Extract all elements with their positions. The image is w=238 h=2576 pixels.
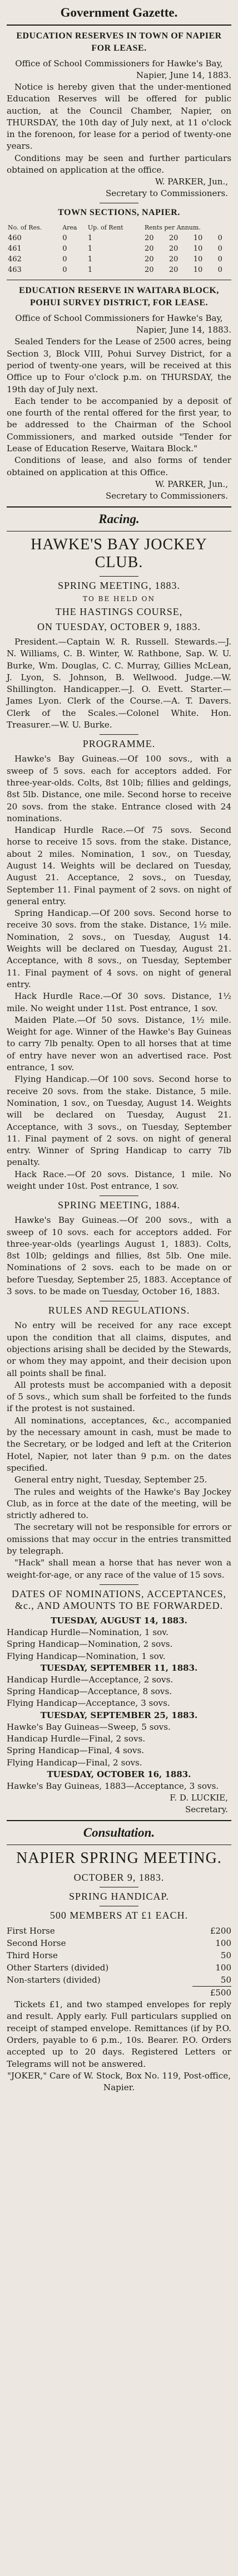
- dates-title: DATES OF NOMINATIONS, ACCEPTANCES, &c., AND AMOUNTS TO BE FORWARDED.: [11, 1588, 227, 1611]
- table-header: Up. of Rent: [87, 224, 123, 232]
- date-line: Handicap Hurdle—Nomination, 1 sov.: [7, 1627, 168, 1637]
- prize-total: £500: [192, 1987, 231, 1999]
- table-cell: 10: [193, 234, 203, 243]
- date-line: Flying Handicap—Acceptance, 3 sovs.: [7, 1698, 170, 1709]
- table-row: [7, 1974, 231, 1987]
- rule-entry: "Hack" shall mean a horse that has never won a weight-for-age, or any race of the value of 15 sovs.: [7, 1558, 231, 1580]
- race-entry: Spring Handicap.—Of 200 sovs. Second horse to receive 30 sovs. from the stake. Distance, 1½ mile. Nomination, 2 sovs., on Tuesday, August 14. Weights will be declared on Tuesday, August 21. Acceptance, with 8 sovs., on Tuesday, September 11. Final payment of 4 sovs. on night of general entry.: [7, 908, 231, 989]
- meeting-1884-title: SPRING MEETING, 1884.: [57, 1199, 180, 1211]
- programme-title: PROGRAMME.: [82, 738, 156, 750]
- table-cell: 20: [168, 245, 178, 253]
- divider: [7, 1820, 231, 1821]
- divider: [7, 25, 231, 26]
- table-cell: 20: [144, 245, 154, 253]
- gazette-section: [7, 6, 231, 502]
- racing-signer: F. D. LUCKIE,: [170, 1793, 228, 1803]
- prize-amount: 100: [215, 1938, 231, 1949]
- table-cell: 20: [144, 234, 154, 243]
- race-entry: Flying Handicap.—Of 100 sovs. Second horse to receive 20 sovs. from the stake. Distance, 5 mile. Nomination, 1 sov., on Tuesday, August 14. Weights will be declared on Tuesday, August 21. Acceptance, with 3 sovs., on Tuesday, September 11. Final payment of 2 sovs. on night of general entry. Winner of Spring Handicap to carry 7lb penalty.: [7, 1074, 231, 1168]
- table-row: [7, 1937, 231, 1949]
- table-header: No. of Res.: [8, 224, 42, 232]
- date-line: Spring Handicap—Nomination, 2 sovs.: [7, 1639, 173, 1650]
- race-entry: Maiden Plate.—Of 50 sovs. Distance, 1½ mile. Weight for age. Winner of the Hawke's Bay Guineas to carry 7lb penalty. Open to all horses that at time of entry have never won an advertised race. Post entrance, 1 sov.: [7, 1014, 231, 1073]
- address-text: "JOKER," Care of W. Stock, Box No. 119, Post-office, Napier.: [7, 2070, 231, 2093]
- racing-signer-title: Secretary.: [185, 1804, 228, 1815]
- prize-amount: 50: [220, 1975, 231, 1985]
- table-row: [7, 1962, 231, 1974]
- table-cell: 1: [87, 245, 93, 253]
- racing-title: Racing.: [98, 511, 140, 526]
- rule-entry: No entry will be received for any race except upon the condition that all claims, disputes, and objections arising shall be decided by the Stewards, or whom they may appoint, and their decision upon all points shall be final.: [7, 1320, 231, 1378]
- date-line: Spring Handicap—Acceptance, 8 sovs.: [7, 1686, 172, 1697]
- table-row: [7, 1949, 231, 1962]
- table-header: Area: [62, 224, 77, 232]
- table-cell: 20: [144, 255, 154, 264]
- office-line: Office of School Commissioners for Hawke's Bay,: [15, 58, 223, 69]
- waitara-signer-title: Secretary to Commissioners.: [106, 490, 228, 501]
- table-cell: 0: [217, 245, 222, 253]
- waitara-signer: W. PARKER, Jun.,: [155, 479, 228, 489]
- date-head: TUESDAY, SEPTEMBER 25, 1883.: [40, 1710, 198, 1720]
- table-cell: 10: [193, 266, 203, 275]
- rule-entry: All nominations, acceptances, &c., accompanied by the necessary amount in cash, must be made to the Secretary, or be lodged and left at the Criterion Hotel, Napier, not later than 9 p.m. on the dates specified.: [7, 1415, 231, 1473]
- held-on: TO BE HELD ON: [82, 594, 155, 603]
- meeting-date: ON TUESDAY, OCTOBER 9, 1883.: [37, 621, 201, 632]
- consult-members: 500 MEMBERS AT £1 EACH.: [49, 1910, 189, 1921]
- consult-date: OCTOBER 9, 1883.: [73, 1872, 165, 1884]
- racing-section: [7, 512, 231, 1816]
- table-cell: 1: [87, 255, 93, 264]
- rule-entry: General entry night, Tuesday, September 25.: [14, 1475, 207, 1485]
- table-cell: 0: [62, 234, 67, 243]
- table-header: Rents per Annum.: [144, 224, 201, 232]
- table-cell: 0: [217, 255, 222, 264]
- waitara-conditions: Conditions of lease, and also forms of tender obtained on application at this Office.: [7, 455, 231, 477]
- office-date: Napier, June 14, 1883.: [136, 70, 231, 80]
- table-row: [7, 1987, 231, 1999]
- conditions-text: Conditions may be seen and further particulars obtained on application at the office.: [7, 153, 231, 175]
- date-line: Hawke's Bay Guineas—Sweep, 5 sovs.: [7, 1721, 171, 1732]
- table-cell: 0: [62, 266, 67, 275]
- prize-label: Second Horse: [7, 1938, 66, 1949]
- divider: [100, 734, 138, 735]
- prize-amount: 50: [220, 1950, 231, 1961]
- course-name: THE HASTINGS COURSE,: [55, 606, 183, 617]
- club-name: HAWKE'S BAY JOCKEY CLUB.: [31, 535, 207, 571]
- date-head: TUESDAY, OCTOBER 16, 1883.: [47, 1769, 191, 1779]
- table-cell: 0: [62, 255, 67, 264]
- officials-text: President.—Captain W. R. Russell. Stewards.—J. N. Williams, C. B. Winter, W. Rathbone, Sap. W. U. Burke, Wm. Douglas, C. C. Murray, Gillies McLean, J. Lyon, S. Johnson, B. Wellwood. Judge.—W. Shillington. Handicapper.—J. O. Evett. Starter.—James Lyon. Clerk of the Course.—A. T. Davers. Clerk of the Scales.—Colonel White. Hon. Treasurer.—W. U. Burke.: [7, 636, 231, 730]
- divider: [100, 1584, 138, 1585]
- table-row: [7, 265, 231, 275]
- prize-amount: 100: [215, 1963, 231, 1973]
- prize-amount: £200: [210, 1926, 231, 1936]
- table-cell: 10: [193, 245, 203, 253]
- date-line: Flying Handicap—Final, 2 sovs.: [7, 1757, 142, 1768]
- date-line: Spring Handicap—Final, 4 sovs.: [7, 1745, 145, 1756]
- reserves-title: EDUCATION RESERVES IN TOWN OF NAPIER FOR LEASE.: [16, 31, 222, 53]
- table-cell: 0: [217, 266, 222, 275]
- signer-name: W. PARKER, Jun.,: [155, 177, 228, 187]
- race-entry: Hawke's Bay Guineas.—Of 100 sovs., with a sweep of 5 sovs. each for acceptors added. For three-year-olds. Colts, 8st 10lb; fillies and geldings, 8st 5lb. Distance, one mile. Second horse to receive 20 sovs. from the stake. Entrance closed with 24 nominations.: [7, 754, 231, 823]
- table-cell: 10: [193, 255, 203, 264]
- consult-meeting: NAPIER SPRING MEETING.: [16, 1850, 222, 1867]
- table-cell: 461: [8, 245, 22, 253]
- table-cell: 0: [62, 245, 67, 253]
- race-entry: Hack Hurdle Race.—Of 30 sovs. Distance, 1½ mile. No weight under 11st. Post entrance, 1 sov.: [7, 991, 231, 1013]
- table-cell: 0: [217, 234, 222, 243]
- sections-table: [7, 222, 231, 275]
- consultation-title: Consultation.: [83, 1826, 155, 1840]
- prize-table: [7, 1925, 231, 1999]
- date-line: Handicap Hurdle—Acceptance, 2 sovs.: [7, 1674, 173, 1685]
- waitara-date: Napier, June 14, 1883.: [136, 325, 231, 335]
- waitara-office: Office of School Commissioners for Hawke's Bay,: [15, 313, 223, 324]
- rule-entry: The secretary will not be responsible for errors or omissions that may occur in the entries transmitted by telegraph.: [7, 1522, 231, 1557]
- notice-text: Notice is hereby given that the under-mentioned Education Reserves will be offered for public auction, at the Council Chamber, Napier, on THURSDAY, the 10th day of July next, at 11 o'clock in the forenoon, for lease for a period of twenty-one years.: [7, 82, 231, 152]
- rule-entry: All protests must be accompanied with a deposit of 5 sovs., which sum shall be forfeited to the funds if the protest is not sustained.: [7, 1379, 231, 1414]
- town-sections-title: TOWN SECTIONS, NAPIER.: [58, 208, 180, 218]
- prize-label: Third Horse: [7, 1950, 58, 1961]
- date-head: TUESDAY, SEPTEMBER 11, 1883.: [40, 1662, 198, 1673]
- rules-title: RULES AND REGULATIONS.: [48, 1305, 190, 1316]
- waitara-tenders: Sealed Tenders for the Lease of 2500 acres, being Section 3, Block VIII, Pohui Survey District, for a period of twenty-one years, will be received at this Office up to Four o'clock p.m. on THURSDAY, the 19th day of July next.: [7, 336, 231, 394]
- gazette-title: Government Gazette.: [60, 6, 178, 19]
- table-cell: 1: [87, 266, 93, 275]
- table-cell: 1: [87, 234, 93, 243]
- rule-entry: The rules and weights of the Hawke's Bay Jockey Club, as in force at the date of the meeting, will be strictly adhered to.: [7, 1486, 231, 1521]
- date-line: Handicap Hurdle—Final, 2 sovs.: [7, 1733, 146, 1744]
- table-cell: 460: [8, 234, 22, 243]
- divider: [7, 506, 231, 508]
- prize-label: Non-starters (divided): [7, 1975, 101, 1985]
- table-row: [7, 254, 231, 265]
- prize-label: Other Starters (divided): [7, 1963, 109, 1973]
- waitara-deposit: Each tender to be accompanied by a deposit of one fourth of the rental offered for the first year, to be addressed to the Chairman of the School Commissioners, and marked outside "Tender for Lease of Education Reserve, Waitara Block.": [7, 396, 231, 454]
- table-row: [7, 1925, 231, 1937]
- table-cell: 20: [168, 266, 178, 275]
- divider: [100, 576, 138, 577]
- signer-title: Secretary to Commissioners.: [106, 188, 228, 199]
- date-head: TUESDAY, AUGUST 14, 1883.: [51, 1615, 187, 1626]
- table-row: [7, 233, 231, 243]
- table-cell: 462: [8, 255, 22, 264]
- guineas-1884: Hawke's Bay Guineas.—Of 200 sovs., with a sweep of 10 sovs. each for acceptors added. For three-year-olds (yearlings August 1, 1883). Colts, 8st 10lb; geldings and fillies, 8st 5lb. One mile. Nominations of 2 sovs. each to be made on or before Tuesday, September 25, 1883. Acceptance of 3 sovs. to be made on Tuesday, October 16, 1883.: [7, 1215, 231, 1297]
- waitara-title: EDUCATION RESERVE IN WAITARA BLOCK, POHUI SURVEY DISTRICT, FOR LEASE.: [19, 286, 219, 308]
- prize-label: First Horse: [7, 1926, 55, 1936]
- table-cell: 20: [168, 255, 178, 264]
- consult-race: SPRING HANDICAP.: [68, 1891, 170, 1902]
- table-cell: 20: [168, 234, 178, 243]
- meeting-title: SPRING MEETING, 1883.: [57, 579, 180, 591]
- table-cell: 20: [144, 266, 154, 275]
- race-entry: Handicap Hurdle Race.—Of 75 sovs. Second horse to receive 15 sovs. from the stake. Distance, about 2 miles. Nomination, 1 sov., on Tuesday, August 14. Weights will be declared on Tuesday, August 21. Acceptance, 2 sovs., on Tuesday, September 11. Final payment of 2 sovs. on night of general entry.: [7, 825, 231, 906]
- tickets-text: Tickets £1, and two stamped envelopes for reply and result. Apply early. Full particulars supplied on receipt of stamped envelope. Remittances (if by P.O. Orders, payable to 6 p.m., 10s. Bearer. P.O. Orders accepted up to 20 days. Registered Letters or Telegrams will not be answered.: [7, 1999, 231, 2069]
- consultation-section: [7, 1826, 231, 2094]
- date-line: Hawke's Bay Guineas, 1883—Acceptance, 3 sovs.: [7, 1780, 219, 1791]
- race-entry: Hack Race.—Of 20 sovs. Distance, 1 mile. No weight under 10st. Post entrance, 1 sov.: [7, 1169, 231, 1191]
- table-cell: 463: [8, 266, 22, 275]
- date-line: Flying Handicap—Nomination, 1 sov.: [7, 1651, 166, 1661]
- table-row: [7, 243, 231, 254]
